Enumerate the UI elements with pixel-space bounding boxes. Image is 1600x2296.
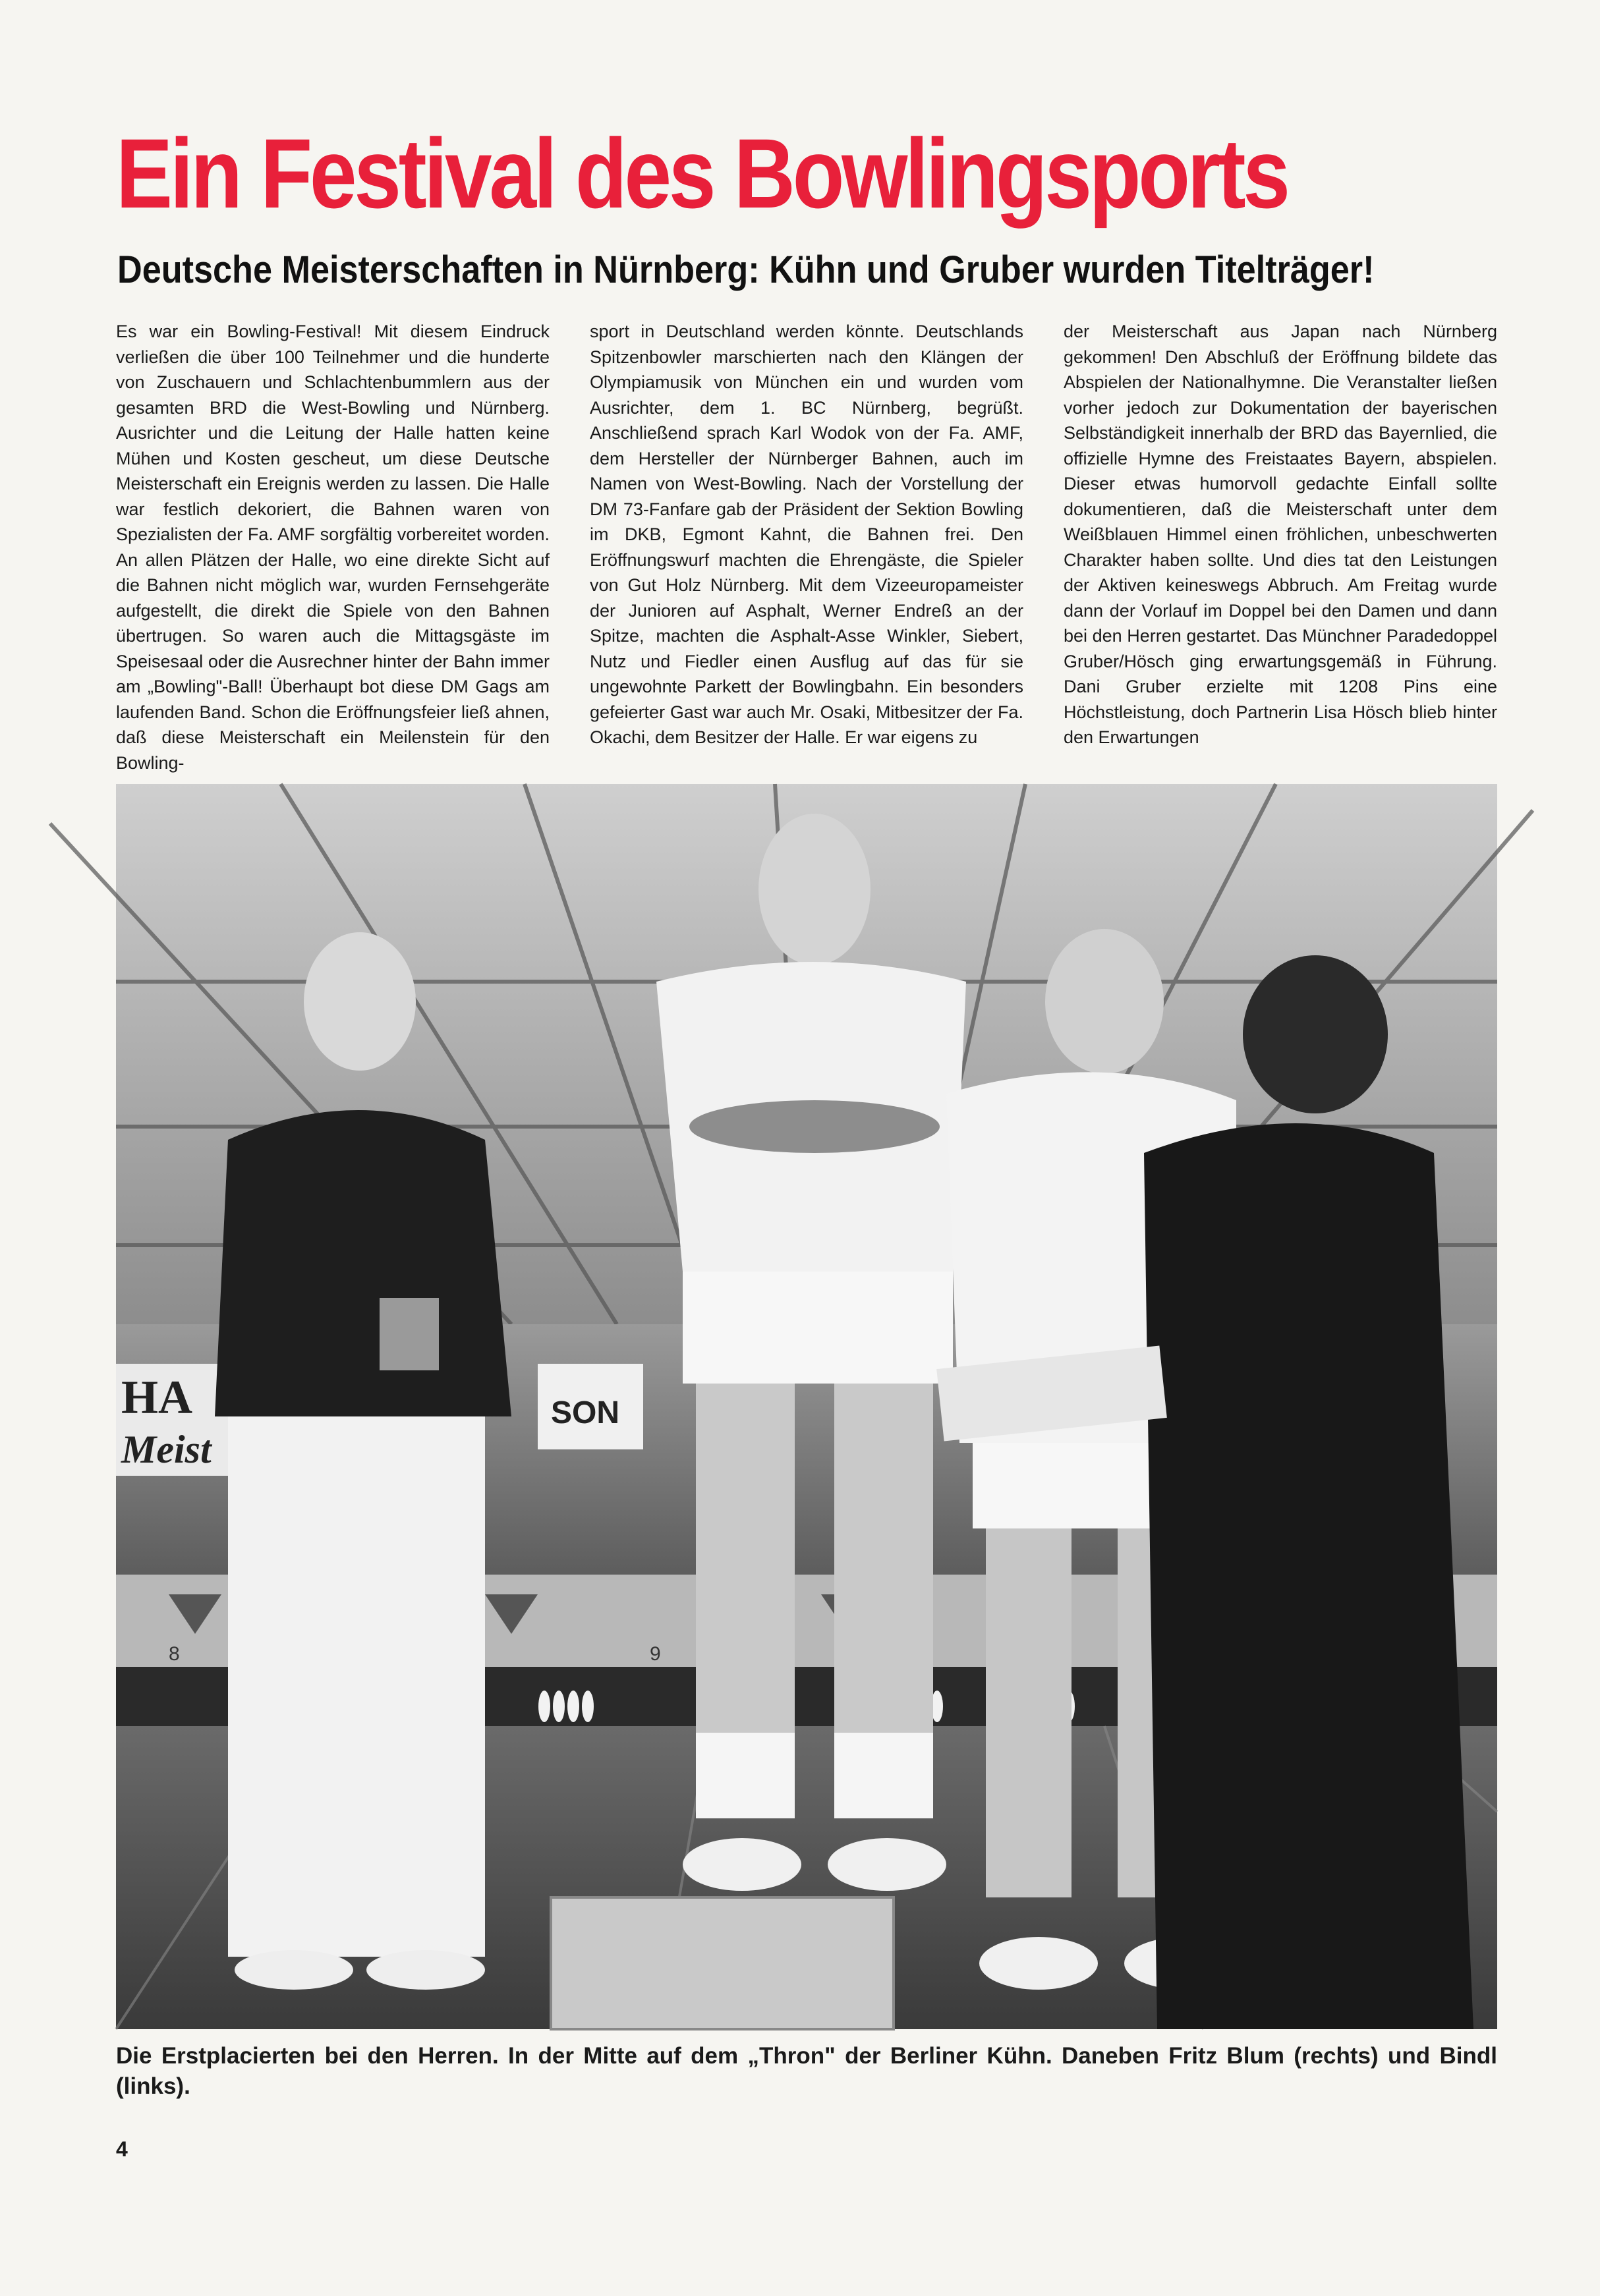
sign-left-line2: Meist	[121, 1428, 212, 1471]
sign-center-text: SON	[551, 1395, 620, 1430]
article-columns	[116, 319, 1497, 773]
article-headline: Ein Festival des Bowlingsports	[116, 118, 1288, 229]
column-2-text: sport in Deutschland werden könnte. Deutschlands Spitzenbowler marschierten nach den Klängen der Olympiamusik von München ein und wurden vom Ausrichter, dem 1. BC Nürnberg, begrüßt. Anschließend sprach Karl Wodok von der Fa. AMF, dem Hersteller der Nürnberger Bahnen, auch im Namen von West-Bowling. Nach der Vorstellung der DM 73-Fanfare gab der Präsident der Sektion Bowling im DKB, Egmont Kahnt, die Bahnen frei. Den Eröffnungswurf machten die Ehrengäste, die Spieler von Gut Holz Nürnberg. Mit dem Vizeeuropameister der Junioren auf Asphalt, Werner Endreß an der Spitze, machten die Asphalt-Asse Winkler, Siebert, Nutz und Fiedler einen Ausflug auf das für sie ungewohnte Parkett der Bowlingbahn. Ein besonders gefeierter Gast war auch Mr. Osaki, Mitbesitzer der Fa. Okachi, dem Besitzer der Halle. Er war eigens zu	[590, 322, 1023, 747]
article-subheadline: Deutsche Meisterschaften in Nürnberg: Kühn und Gruber wurden Titelträger!	[117, 248, 1375, 291]
text-column-2	[590, 319, 1023, 754]
lane-number-left: 8	[169, 1643, 180, 1665]
sign-left-line1: HA	[121, 1371, 192, 1424]
photo-illustration	[116, 784, 1497, 2029]
column-3-text: der Meisterschaft aus Japan nach Nürnberg gekommen! Den Abschluß der Eröffnung bildete das Abspielen der Nationalhymne. Die Veranstalter ließen vorher jedoch zur Dokumentation der bayerischen Selbständigkeit innerhalb der BRD das Bayernlied, die offizielle Hymne des Freistaates Bayern, abspielen. Dieser etwas humorvoll gedachte Einfall sollte dokumentieren, daß die Meisterschaft unter dem Weißblauen Himmel einen fröhlichen, unbeschwerten Charakter haben sollte. Und dies tat den Leistungen der Aktiven keineswegs Abbruch. Am Freitag wurde dann der Vorlauf im Doppel bei den Damen und dann bei den Herren gestartet. Das Münchner Paradedoppel Gruber/Hösch ging erwartungsgemäß in Führung. Dani Gruber erzielte mit 1208 Pins eine Höchstleistung, doch Partnerin Lisa Hösch blieb hinter den Erwartungen	[1064, 322, 1497, 747]
text-column-3	[1064, 319, 1497, 754]
photo-caption: Die Erstplacierten bei den Herren. In der Mitte auf dem „Thron" der Berliner Kühn. Daneben Fritz Blum (rechts) und Bindl (links).	[116, 2043, 1497, 2099]
text-column-1	[116, 319, 550, 773]
award-ceremony-photo	[116, 784, 1497, 2029]
lane-number-center: 9	[650, 1643, 661, 1665]
page-number: 4	[116, 2137, 128, 2161]
column-1-text: Es war ein Bowling-Festival! Mit diesem Eindruck verließen die über 100 Teilnehmer und die hunderte von Zuschauern und Schlachtenbummlern aus der gesamten BRD die West-Bowling und Nürnberg. Ausrichter und die Leitung der Halle hatten keine Mühen und Kosten gescheut, um diese Deutsche Meisterschaft ein Ereignis werden zu lassen. Die Halle war festlich dekoriert, die Bahnen waren von Spezialisten der Fa. AMF sorgfältig vorbereitet worden. An allen Plätzen der Halle, wo eine direkte Sicht auf die Bahnen nicht möglich war, wurden Fernsehgeräte aufgestellt, die direkt die Spiele von den Bahnen übertrugen. So waren auch die Mittagsgäste im Speisesaal oder die Ausrechner hinter der Bahn immer am „Bowling"-Ball! Überhaupt bot diese DM Gags am laufenden Band. Schon die Eröffnungsfeier ließ ahnen, daß diese Meisterschaft ein Meilenstein für den Bowling-	[116, 322, 550, 773]
winners-podium	[551, 1897, 894, 2029]
